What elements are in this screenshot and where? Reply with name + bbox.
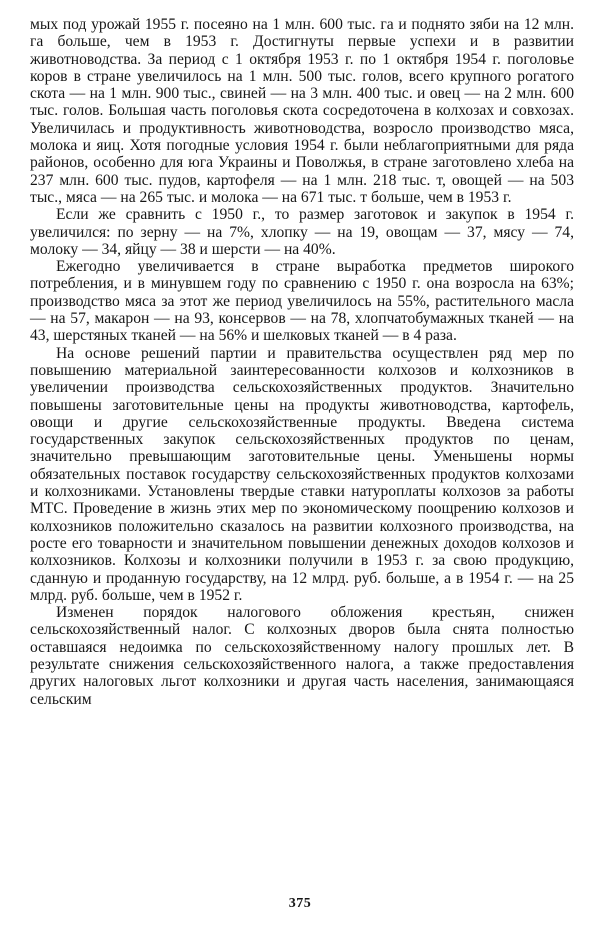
paragraph-3: Ежегодно увеличивается в стране выработка предметов широкого потребления, и в минувшем году по сравнению с 1950 г. она возросла на 63%; производство мяса за этот же период увеличилось на 55%, растительного масла — на 57, макарон — на 93, консервов — на 78, хлопчатобумажных тканей — на 43, шерстяных тканей — на 56% и шелковых тканей — в 4 раза.	[30, 258, 574, 345]
page-body	[30, 16, 574, 708]
paragraph-5: Изменен порядок налогового обложения крестьян, снижен сельскохозяйственный налог. С колхозных дворов была снята полностью оставшаяся недоимка по сельскохозяйственному налогу прошлых лет. В результате снижения сельскохозяйственного налога, а также предоставления других налоговых льгот колхозники и другая часть населения, занимающаяся сельским	[30, 604, 574, 708]
page-number: 375	[288, 896, 312, 911]
paragraph-2: Если же сравнить с 1950 г., то размер заготовок и закупок в 1954 г. увеличился: по зерну — на 7%, хлопку — на 19, овощам — 37, мясу — 74, молоку — 34, яйцу — 38 и шерсти — на 40%.	[30, 206, 574, 258]
paragraph-1: мых под урожай 1955 г. посеяно на 1 млн. 600 тыс. га и поднято зяби на 12 млн. га больше, чем в 1953 г. Достигнуты первые успехи и в развитии животноводства. За период с 1 октября 1953 г. по 1 октября 1954 г. поголовье коров в стране увеличилось на 1 млн. 500 тыс. голов, всего крупного рогатого скота — на 1 млн. 900 тыс., свиней — на 3 млн. 400 тыс. и овец — на 2 млн. 600 тыс. голов. Большая часть поголовья скота сосредоточена в колхозах и совхозах. Увеличилась и продуктивность животноводства, возросло производство мяса, молока и яиц. Хотя погодные условия 1954 г. были неблагоприятными для ряда районов, особенно для юга Украины и Поволжья, в стране заготовлено хлеба на 237 млн. 600 тыс. пудов, картофеля — на 1 млн. 218 тыс. т, овощей — на 503 тыс., мяса — на 265 тыс. и молока — на 671 тыс. т больше, чем в 1953 г.	[30, 16, 574, 206]
paragraph-4: На основе решений партии и правительства осуществлен ряд мер по повышению материальной заинтересованности колхозов и колхозников в увеличении производства сельскохозяйственных продуктов. Значительно повышены заготовительные цены на продукты животноводства, картофель, овощи и другие сельскохозяйственные продукты. Введена система государственных закупок сельскохозяйственных продуктов по ценам, значительно превышающим заготовительные цены. Уменьшены нормы обязательных поставок государству сельскохозяйственных продуктов колхозами и колхозниками. Установлены твердые ставки натуроплаты колхозов за работы МТС. Проведение в жизнь этих мер по экономическому поощрению колхозов и колхозников положительно сказалось на развитии колхозного производства, на росте его товарности и значительном повышении денежных доходов колхозов и колхозников. Колхозы и колхозники получили в 1953 г. за свою продукцию, сданную и проданную государству, на 12 млрд. руб. больше, а в 1954 г. — на 25 млрд. руб. больше, чем в 1952 г.	[30, 344, 574, 604]
